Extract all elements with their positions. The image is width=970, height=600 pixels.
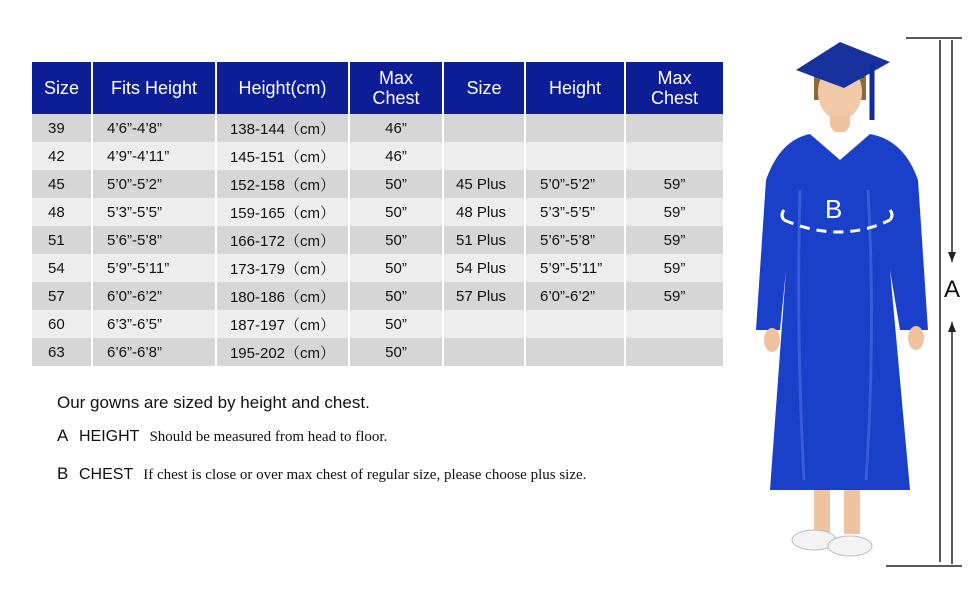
arrow-up-icon (948, 322, 956, 332)
size-cell: 51 (32, 226, 92, 254)
height-cm-cell: 187-197（cm） (216, 310, 349, 338)
fits-height-cell: 5’0”-5’2” (92, 170, 216, 198)
size-chart-table (32, 62, 723, 366)
plus-max-chest-cell (625, 114, 723, 142)
plus-height-cell (525, 310, 625, 338)
plus-size-cell: 48 Plus (443, 198, 525, 226)
table-row (32, 198, 723, 226)
max-chest-cell: 46” (349, 142, 443, 170)
table-row (32, 254, 723, 282)
max-chest-cell: 50” (349, 310, 443, 338)
fits-height-cell: 6’6”-6’8” (92, 338, 216, 366)
plus-max-chest-cell: 59” (625, 282, 723, 310)
gown-model-figure (740, 30, 970, 570)
max-chest-cell: 50” (349, 170, 443, 198)
plus-size-cell (443, 114, 525, 142)
fits-height-cell: 5’9”-5’11” (92, 254, 216, 282)
table-row (32, 226, 723, 254)
left-hand-shape (764, 328, 780, 352)
plus-height-cell (525, 338, 625, 366)
height-cm-cell: 166-172（cm） (216, 226, 349, 254)
fits-height-cell: 4’9”-4’11” (92, 142, 216, 170)
table-row (32, 142, 723, 170)
plus-height-cell: 5’3”-5’5” (525, 198, 625, 226)
cap-base-shape (816, 66, 864, 78)
max-chest-cell: 50” (349, 254, 443, 282)
plus-max-chest-cell: 59” (625, 226, 723, 254)
fits-height-cell: 4’6”-4’8” (92, 114, 216, 142)
plus-size-header: Size (443, 62, 525, 114)
plus-max-chest-cell: 59” (625, 198, 723, 226)
sizing-intro: Our gowns are sized by height and chest. (57, 393, 370, 412)
right-leg-shape (844, 490, 860, 534)
height-cm-cell: 180-186（cm） (216, 282, 349, 310)
plus-height-cell (525, 142, 625, 170)
sizing-notes (57, 392, 586, 502)
size-cell: 48 (32, 198, 92, 226)
height-note (57, 426, 586, 464)
plus-size-cell (443, 338, 525, 366)
plus-size-cell: 57 Plus (443, 282, 525, 310)
chest-marker-label: B (825, 194, 843, 224)
chest-note (57, 464, 586, 502)
size-cell: 39 (32, 114, 92, 142)
plus-max-chest-cell: 59” (625, 170, 723, 198)
height-marker-label: A (944, 276, 961, 303)
size-cell: 54 (32, 254, 92, 282)
plus-size-cell (443, 310, 525, 338)
size-cell: 63 (32, 338, 92, 366)
height-cm-header: Height(cm) (216, 62, 349, 114)
arrow-down-icon (948, 252, 956, 262)
right-shoe-icon (828, 536, 872, 556)
height-cm-cell: 159-165（cm） (216, 198, 349, 226)
height-cm-cell: 145-151（cm） (216, 142, 349, 170)
chest-note-label: CHEST (79, 466, 134, 483)
fits-height-cell: 5’6”-5’8” (92, 226, 216, 254)
height-note-letter: A (57, 426, 69, 445)
max-chest-cell: 50” (349, 198, 443, 226)
chest-note-desc: If chest is close or over max chest of regular size, please choose plus size. (143, 467, 587, 483)
height-note-label: HEIGHT (79, 428, 140, 445)
table-row (32, 114, 723, 142)
chest-note-letter: B (57, 464, 69, 483)
right-hand-shape (908, 326, 924, 350)
plus-height-cell: 5’9”-5’11” (525, 254, 625, 282)
graduation-gown-shape (756, 134, 928, 490)
plus-size-cell: 54 Plus (443, 254, 525, 282)
plus-height-cell: 6’0”-6’2” (525, 282, 625, 310)
size-cell: 42 (32, 142, 92, 170)
fits-height-cell: 5’3”-5’5” (92, 198, 216, 226)
table-body (32, 114, 723, 366)
left-leg-shape (814, 490, 830, 534)
max-chest-cell: 50” (349, 282, 443, 310)
plus-max-chest-header: Max Chest (625, 62, 723, 114)
plus-max-chest-cell (625, 142, 723, 170)
size-cell: 60 (32, 310, 92, 338)
fits-height-cell: 6’0”-6’2” (92, 282, 216, 310)
table-row (32, 170, 723, 198)
plus-size-cell: 51 Plus (443, 226, 525, 254)
plus-max-chest-cell: 59” (625, 254, 723, 282)
plus-size-cell (443, 142, 525, 170)
max-chest-cell: 46” (349, 114, 443, 142)
table-row (32, 338, 723, 366)
gown-model-illustration (740, 30, 970, 570)
max-chest-cell: 50” (349, 338, 443, 366)
height-note-desc: Should be measured from head to floor. (149, 429, 388, 445)
height-cm-cell: 152-158（cm） (216, 170, 349, 198)
size-cell: 57 (32, 282, 92, 310)
plus-max-chest-cell (625, 338, 723, 366)
neck-shape (830, 116, 850, 132)
size-header: Size (32, 62, 92, 114)
plus-height-cell: 5’6”-5’8” (525, 226, 625, 254)
fits-height-cell: 6’3”-6’5” (92, 310, 216, 338)
plus-height-cell: 5’0”-5’2” (525, 170, 625, 198)
mortarboard-icon (796, 42, 890, 88)
size-cell: 45 (32, 170, 92, 198)
table-row (32, 310, 723, 338)
height-cm-cell: 173-179（cm） (216, 254, 349, 282)
table-header-row (32, 62, 723, 114)
height-cm-cell: 195-202（cm） (216, 338, 349, 366)
plus-height-header: Height (525, 62, 625, 114)
plus-height-cell (525, 114, 625, 142)
plus-max-chest-cell (625, 310, 723, 338)
height-cm-cell: 138-144（cm） (216, 114, 349, 142)
max-chest-cell: 50” (349, 226, 443, 254)
plus-size-cell: 45 Plus (443, 170, 525, 198)
fits-height-header: Fits Height (92, 62, 216, 114)
max-chest-header: Max Chest (349, 62, 443, 114)
table-row (32, 282, 723, 310)
